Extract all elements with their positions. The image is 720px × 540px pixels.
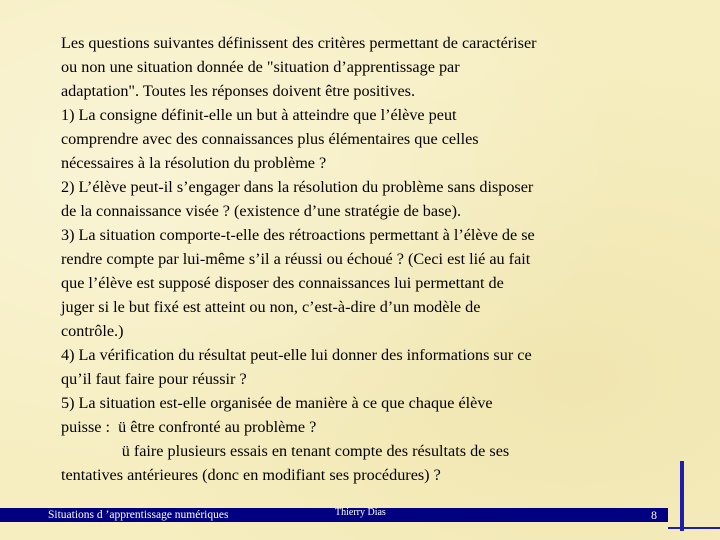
text-line: 4) La vérification du résultat peut-elle lui donner des informations sur ce	[61, 346, 532, 364]
text-line: juger si le but fixé est atteint ou non, c’est-à-dire d’un modèle de	[61, 298, 481, 316]
text-line: contrôle.)	[61, 322, 124, 340]
slide-body-text	[61, 31, 661, 487]
text-line: adaptation". Toutes les réponses doivent être positives.	[61, 82, 416, 100]
decorative-horizontal-line	[668, 527, 720, 529]
text-line: que l’élève est supposé disposer des connaissances lui permettant de	[61, 274, 504, 292]
text-line: de la connaissance visée ? (existence d’une stratégie de base).	[61, 202, 462, 220]
text-line: ou non une situation donnée de "situation d’apprentissage par	[61, 58, 460, 76]
text-line: 5) La situation est-elle organisée de manière à ce que chaque élève	[61, 394, 493, 412]
text-line: nécessaires à la résolution du problème ?	[61, 154, 327, 172]
text-line: tentatives antérieures (donc en modifiant ses procédures) ?	[61, 466, 441, 484]
decorative-vertical-line	[680, 461, 684, 531]
text-line: Les questions suivantes définissent des critères permettant de caractériser	[61, 34, 537, 52]
text-line: rendre compte par lui-même s’il a réussi ou échoué ? (Ceci est lié au fait	[61, 250, 531, 268]
text-line: qu’il faut faire pour réussir ?	[61, 370, 247, 388]
text-line: puisse : ü être confronté au problème ?	[61, 418, 317, 436]
text-line: 3) La situation comporte-t-elle des rétroactions permettant à l’élève de se	[61, 226, 535, 244]
text-line: comprendre avec des connaissances plus élémentaires que celles	[61, 130, 479, 148]
footer-title: Situations d ’apprentissage numériques	[48, 509, 229, 521]
page-number: 8	[651, 508, 657, 522]
text-line: ü faire plusieurs essais en tenant compte des résultats de ses	[61, 442, 510, 460]
text-line: 2) L’élève peut-il s’engager dans la résolution du problème sans disposer	[61, 178, 534, 196]
footer-author: Thierry Dias	[335, 507, 386, 518]
text-line: 1) La consigne définit-elle un but à atteindre que l’élève peut	[61, 106, 457, 124]
